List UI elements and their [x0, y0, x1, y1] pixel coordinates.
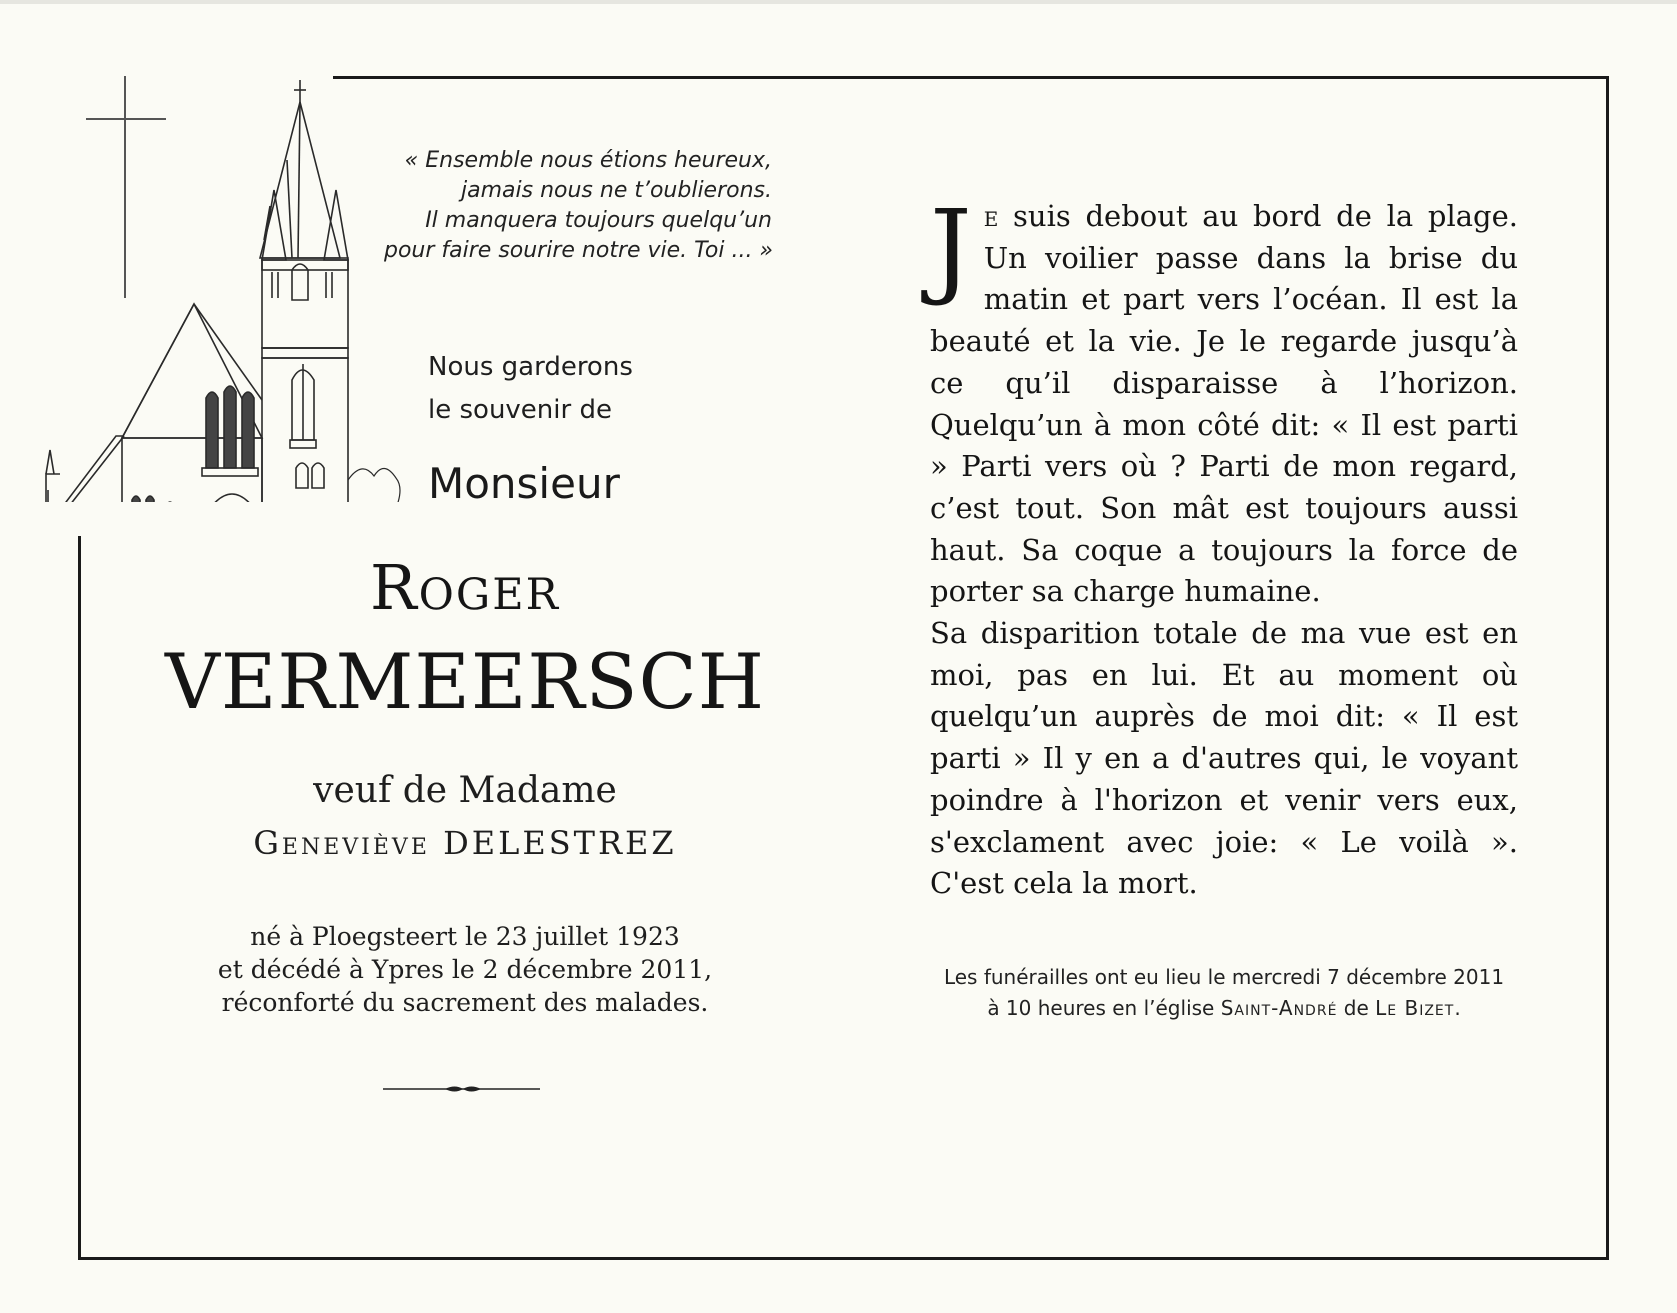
- funeral-de: de: [1337, 996, 1376, 1020]
- spouse-first-name: Geneviève: [253, 824, 430, 862]
- frame-left-line: [78, 536, 81, 1260]
- intro-line-2: le souvenir de: [428, 395, 612, 425]
- divider-ornament: [383, 1082, 540, 1096]
- poem-dropcap: J: [930, 187, 972, 309]
- deceased-first-name: Roger: [369, 551, 561, 624]
- funeral-period: .: [1454, 996, 1461, 1020]
- deceased-last-name: VERMEERSCH: [164, 637, 766, 726]
- funeral-place: Le Bizet: [1375, 996, 1455, 1020]
- spouse-prefix: veuf de Madame: [313, 770, 617, 811]
- poem-text: [930, 187, 1518, 905]
- poem-paragraph-2: Sa disparition totale de ma vue est en moi, pas en lui. Et au moment où quelqu’un auprès de moi dit: « Il est parti » Il y en a d'autres qui, le voyant poindre à l'horizon et venir vers eux, s'exclament avec joie: « Le voilà ». C'est cela la mort.: [930, 616, 1518, 901]
- frame-top-line: [333, 76, 1609, 79]
- sacrament-line: réconforté du sacrement des malades.: [221, 988, 709, 1017]
- memorial-quote: [384, 146, 772, 266]
- death-line: et décédé à Ypres le 2 décembre 2011,: [217, 955, 713, 984]
- frame-right-line: [1606, 76, 1609, 1260]
- quote-line: pour faire sourire notre vie. Toi ... »: [384, 238, 774, 263]
- spouse-last-name: DELESTREZ: [443, 824, 677, 862]
- funeral-time: à 10 heures en l’église: [987, 996, 1221, 1020]
- intro-text: [428, 346, 758, 432]
- quote-line: « Ensemble nous étions heureux,: [404, 148, 772, 173]
- honorific-title: Monsieur: [428, 459, 620, 508]
- church-illustration: [6, 80, 418, 502]
- poem-paragraph-1-rest: suis debout au bord de la plage. Un voilier passe dans la brise du matin et part vers l’océan. Il est la beauté et la vie. Je le regarde jusqu’à ce qu’il disparaisse à l’horizon. Quelqu’un à mon côté dit: « Il est parti » Parti vers où ? Parti de mon regard, c’est tout. Son mât est toujours aussi haut. Sa coque a toujours la force de porter sa charge humaine.: [930, 199, 1518, 609]
- life-dates: [150, 920, 780, 1019]
- birth-line: né à Ploegsteert le 23 juillet 1923: [250, 922, 680, 951]
- spouse-name: [150, 820, 780, 866]
- poem-first-word: e: [983, 199, 999, 233]
- funeral-line-1: Les funérailles ont eu lieu le mercredi 7 décembre 2011: [943, 965, 1505, 989]
- quote-line: jamais nous ne t’oublierons.: [461, 178, 772, 203]
- funeral-notice: [930, 962, 1518, 1024]
- quote-line: Il manquera toujours quelqu’un: [425, 208, 772, 233]
- intro-line-1: Nous garderons: [428, 352, 633, 382]
- funeral-line-2: [930, 993, 1518, 1024]
- funeral-church: Saint-André: [1220, 996, 1338, 1020]
- frame-bottom-line: [78, 1257, 1609, 1260]
- poem-paragraph-1: [930, 187, 1518, 613]
- page-top-edge: [0, 0, 1677, 4]
